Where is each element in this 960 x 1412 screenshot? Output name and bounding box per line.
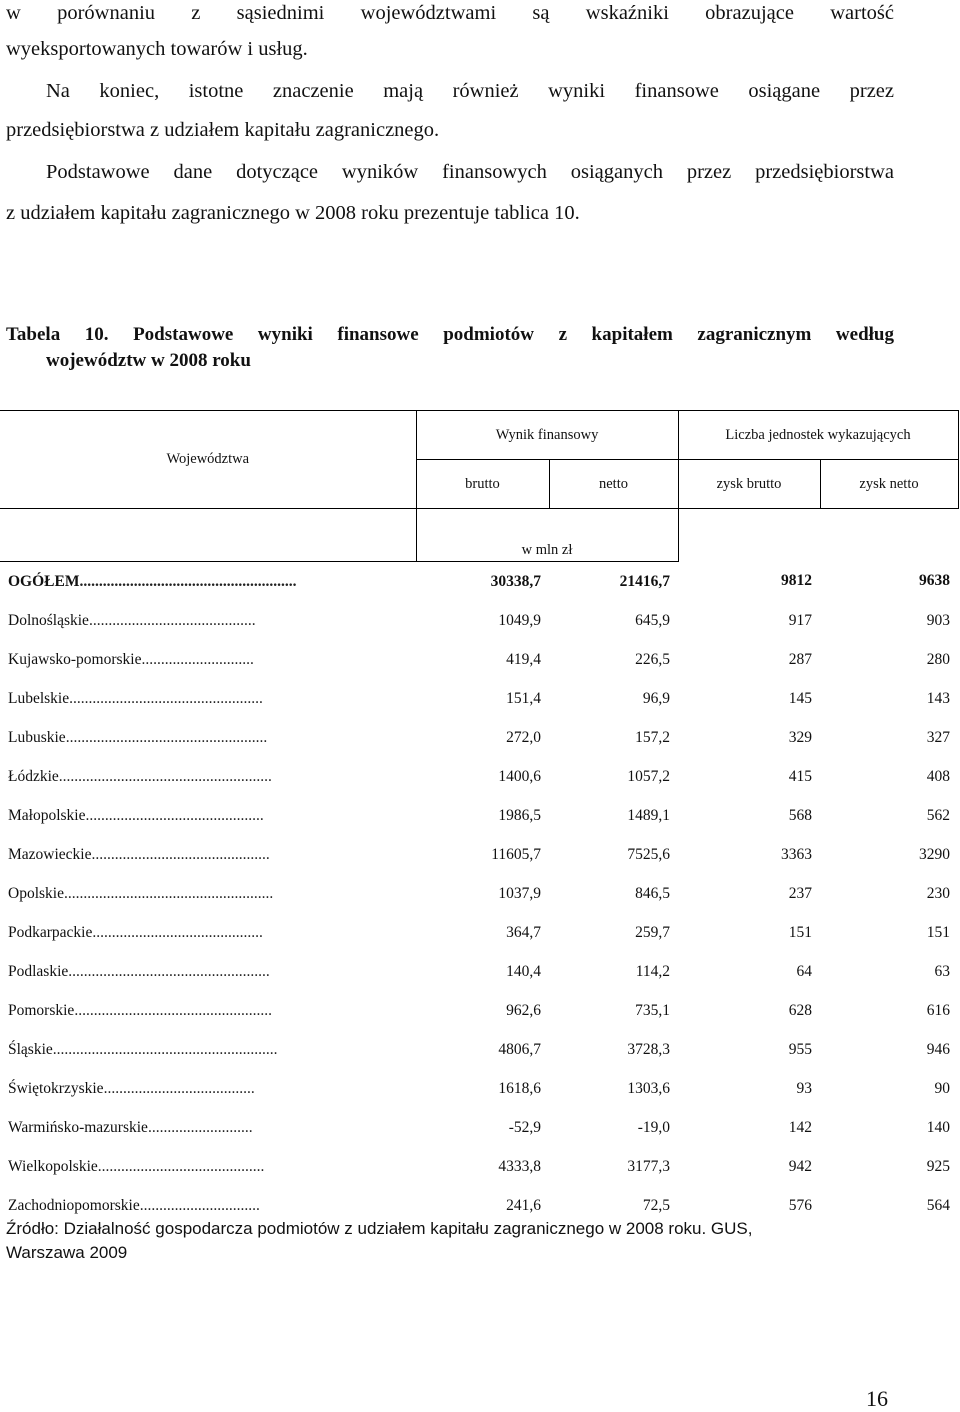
row-name [0, 1069, 416, 1108]
header-brutto: brutto [416, 460, 549, 509]
row-leader-dots: .................................................. [69, 689, 263, 707]
cell-brutto: 151,4 [506, 689, 541, 707]
cell-zysk-netto: 90 [934, 1079, 951, 1097]
cell-zysk-brutto: 142 [788, 1118, 813, 1136]
row-name [0, 601, 416, 640]
row-leader-dots: ....................................... [103, 1079, 255, 1097]
cell-zysk-brutto: 329 [788, 728, 813, 746]
row-name-text: Lubuskie [8, 728, 66, 746]
cell-netto: 3728,3 [627, 1040, 671, 1058]
cell-netto: 259,7 [635, 923, 671, 941]
cell-brutto: 241,6 [506, 1196, 541, 1214]
header-financial-result: Wynik finansowy [416, 411, 678, 460]
cell-brutto: 140,4 [506, 962, 541, 980]
row-leader-dots: .............................................. [91, 845, 270, 863]
financial-results-table [0, 410, 959, 1225]
row-name-text: Warmińsko-mazurskie [8, 1118, 148, 1136]
row-name-text: Wielkopolskie [8, 1157, 98, 1175]
row-name [0, 991, 416, 1030]
cell-brutto: 1986,5 [498, 806, 541, 824]
row-leader-dots: ...................................................... [63, 884, 274, 902]
cell-netto: 3177,3 [627, 1157, 671, 1175]
row-name [0, 679, 416, 718]
row-name [0, 1030, 416, 1069]
cell-zysk-netto: 3290 [919, 845, 951, 863]
cell-netto: 1057,2 [627, 767, 671, 785]
cell-zysk-netto: 946 [926, 1040, 951, 1058]
cell-brutto: 419,4 [506, 650, 541, 668]
paragraph-2-line-2: przedsiębiorstwa z udziałem kapitału zagranicznego. [6, 119, 440, 141]
header-units-count: Liczba jednostek wykazujących [678, 411, 958, 460]
cell-brutto: 962,6 [506, 1001, 541, 1019]
cell-zysk-brutto: 576 [788, 1196, 813, 1214]
row-name [0, 757, 416, 796]
cell-brutto: 4806,7 [498, 1040, 541, 1058]
row-name [0, 874, 416, 913]
table-row [0, 874, 958, 913]
row-name-text: Łódzkie [8, 767, 59, 785]
row-name-text: Opolskie [8, 884, 64, 902]
row-name [0, 1147, 416, 1186]
row-name-text: Dolnośląskie [8, 611, 89, 629]
row-leader-dots: ........................................... [97, 1157, 265, 1175]
row-leader-dots: ........................................... [88, 611, 256, 629]
cell-zysk-netto: 140 [926, 1118, 951, 1136]
cell-netto: 96,9 [642, 689, 671, 707]
row-leader-dots: .......................................................... [52, 1040, 278, 1058]
row-name [0, 913, 416, 952]
cell-zysk-netto: 9638 [919, 572, 951, 590]
cell-netto: 157,2 [635, 728, 671, 746]
table-row [0, 1069, 958, 1108]
row-name-text: Świętokrzyskie [8, 1079, 104, 1097]
cell-zysk-brutto: 415 [788, 767, 813, 785]
cell-zysk-netto: 564 [926, 1196, 951, 1214]
table-row [0, 640, 958, 679]
cell-zysk-netto: 616 [926, 1001, 951, 1019]
cell-brutto: 1400,6 [498, 767, 541, 785]
cell-zysk-brutto: 237 [788, 884, 813, 902]
cell-zysk-netto: 280 [926, 650, 951, 668]
cell-netto: 72,5 [642, 1196, 671, 1214]
cell-brutto: 4333,8 [498, 1157, 541, 1175]
row-leader-dots: .................................................... [65, 728, 268, 746]
cell-netto: 1489,1 [627, 806, 671, 824]
row-name-text: OGÓŁEM [8, 572, 80, 590]
cell-zysk-brutto: 942 [788, 1157, 813, 1175]
cell-zysk-brutto: 287 [788, 650, 813, 668]
cell-brutto: 364,7 [506, 923, 541, 941]
row-leader-dots: ................................................... [74, 1001, 272, 1019]
source-line-2: Warszawa 2009 [6, 1243, 128, 1262]
cell-zysk-netto: 230 [926, 884, 951, 902]
paragraph-1-line-1: w porównaniu z sąsiednimi województwami są wskaźniki obrazujące wartość [6, 2, 894, 24]
cell-netto: 21416,7 [619, 572, 671, 590]
cell-netto: 645,9 [635, 611, 671, 629]
table-row [0, 1030, 958, 1069]
table-row [0, 952, 958, 991]
cell-netto: 1303,6 [627, 1079, 671, 1097]
cell-brutto: 1037,9 [498, 884, 541, 902]
table-row [0, 718, 958, 757]
cell-netto: 735,1 [635, 1001, 671, 1019]
row-name [0, 1108, 416, 1147]
source-note [6, 1217, 826, 1265]
table-caption [6, 322, 894, 374]
table-row [0, 796, 958, 835]
cell-zysk-netto: 143 [926, 689, 951, 707]
cell-netto: 7525,6 [627, 845, 671, 863]
row-name-text: Małopolskie [8, 806, 86, 824]
header-region-spacer [0, 509, 416, 562]
header-unit: w mln zł [416, 509, 678, 562]
cell-netto: 114,2 [635, 962, 671, 980]
header-netto: netto [599, 475, 628, 492]
cell-netto: -19,0 [637, 1118, 671, 1136]
table-row [0, 1147, 958, 1186]
cell-brutto: -52,9 [508, 1118, 541, 1136]
table-row [0, 991, 958, 1030]
cell-netto: 846,5 [635, 884, 671, 902]
table-caption-line-2: województw w 2008 roku [46, 350, 251, 371]
table-row [0, 679, 958, 718]
row-name [0, 640, 416, 679]
cell-zysk-netto: 151 [926, 923, 951, 941]
row-name-text: Podlaskie [8, 962, 69, 980]
row-name [0, 952, 416, 991]
cell-zysk-brutto: 151 [788, 923, 813, 941]
cell-zysk-brutto: 64 [796, 962, 813, 980]
cell-zysk-netto: 408 [926, 767, 951, 785]
table-row [0, 913, 958, 952]
cell-zysk-brutto: 145 [788, 689, 813, 707]
table-row [0, 601, 958, 640]
cell-zysk-brutto: 9812 [781, 572, 813, 590]
table-row [0, 1108, 958, 1147]
header-zysk-brutto: zysk brutto [678, 460, 820, 509]
row-leader-dots: ............................... [139, 1196, 260, 1214]
row-name-text: Pomorskie [8, 1001, 75, 1019]
row-leader-dots: ........................... [147, 1118, 253, 1136]
paragraph-3-line-1: Podstawowe dane dotyczące wyników finansowych osiąganych przez przedsiębiorstwa [46, 161, 894, 183]
row-name-text: Śląskie [8, 1040, 53, 1058]
cell-zysk-netto: 327 [926, 728, 951, 746]
cell-brutto: 1049,9 [498, 611, 541, 629]
cell-zysk-netto: 903 [926, 611, 951, 629]
table-row [0, 757, 958, 796]
page-number: 16 [866, 1386, 888, 1411]
row-leader-dots: .................................................... [68, 962, 270, 980]
row-name [0, 835, 416, 874]
source-line-1: Źródło: Działalność gospodarcza podmiotów z udziałem kapitału zagranicznego w 2008 roku. GUS, [6, 1219, 753, 1238]
cell-zysk-brutto: 3363 [781, 845, 813, 863]
header-zysk-netto: zysk netto [820, 460, 958, 509]
cell-zysk-brutto: 93 [796, 1079, 813, 1097]
cell-zysk-netto: 925 [926, 1157, 951, 1175]
cell-zysk-brutto: 955 [788, 1040, 813, 1058]
cell-brutto: 11605,7 [491, 845, 541, 863]
cell-zysk-brutto: 628 [788, 1001, 813, 1019]
row-name-text: Kujawsko-pomorskie [8, 650, 142, 668]
header-units-spacer [678, 509, 958, 562]
paragraph-1-line-2: wyeksportowanych towarów i usług. [6, 38, 308, 60]
cell-brutto: 1618,6 [498, 1079, 541, 1097]
row-name-text: Podkarpackie [8, 923, 93, 941]
table-row [0, 835, 958, 874]
row-leader-dots: ........................................................ [79, 572, 297, 590]
row-name [0, 796, 416, 835]
row-leader-dots: ............................................ [92, 923, 263, 941]
row-name-text: Zachodniopomorskie [8, 1196, 140, 1214]
cell-netto: 226,5 [635, 650, 671, 668]
table-row-total [0, 562, 958, 602]
cell-brutto: 30338,7 [490, 572, 541, 590]
cell-zysk-netto: 562 [926, 806, 951, 824]
header-region: Województwa [0, 411, 416, 509]
row-leader-dots: ............................. [141, 650, 254, 668]
row-name-text: Lubelskie [8, 689, 70, 707]
row-name [0, 718, 416, 757]
cell-zysk-brutto: 917 [788, 611, 813, 629]
row-name-text: Mazowieckie [8, 845, 92, 863]
paragraph-2-line-1: Na koniec, istotne znaczenie mają również wyniki finansowe osiągane przez [46, 80, 894, 102]
cell-zysk-brutto: 568 [788, 806, 813, 824]
cell-brutto: 272,0 [506, 728, 541, 746]
row-leader-dots: ....................................................... [58, 767, 272, 785]
cell-zysk-netto: 63 [934, 962, 951, 980]
table-caption-line-1: Tabela 10. Podstawowe wyniki finansowe podmiotów z kapitałem zagranicznym według [6, 324, 894, 345]
row-name [0, 562, 416, 602]
paragraph-3-line-2: z udziałem kapitału zagranicznego w 2008 roku prezentuje tablica 10. [6, 202, 580, 224]
row-leader-dots: .............................................. [85, 806, 264, 824]
